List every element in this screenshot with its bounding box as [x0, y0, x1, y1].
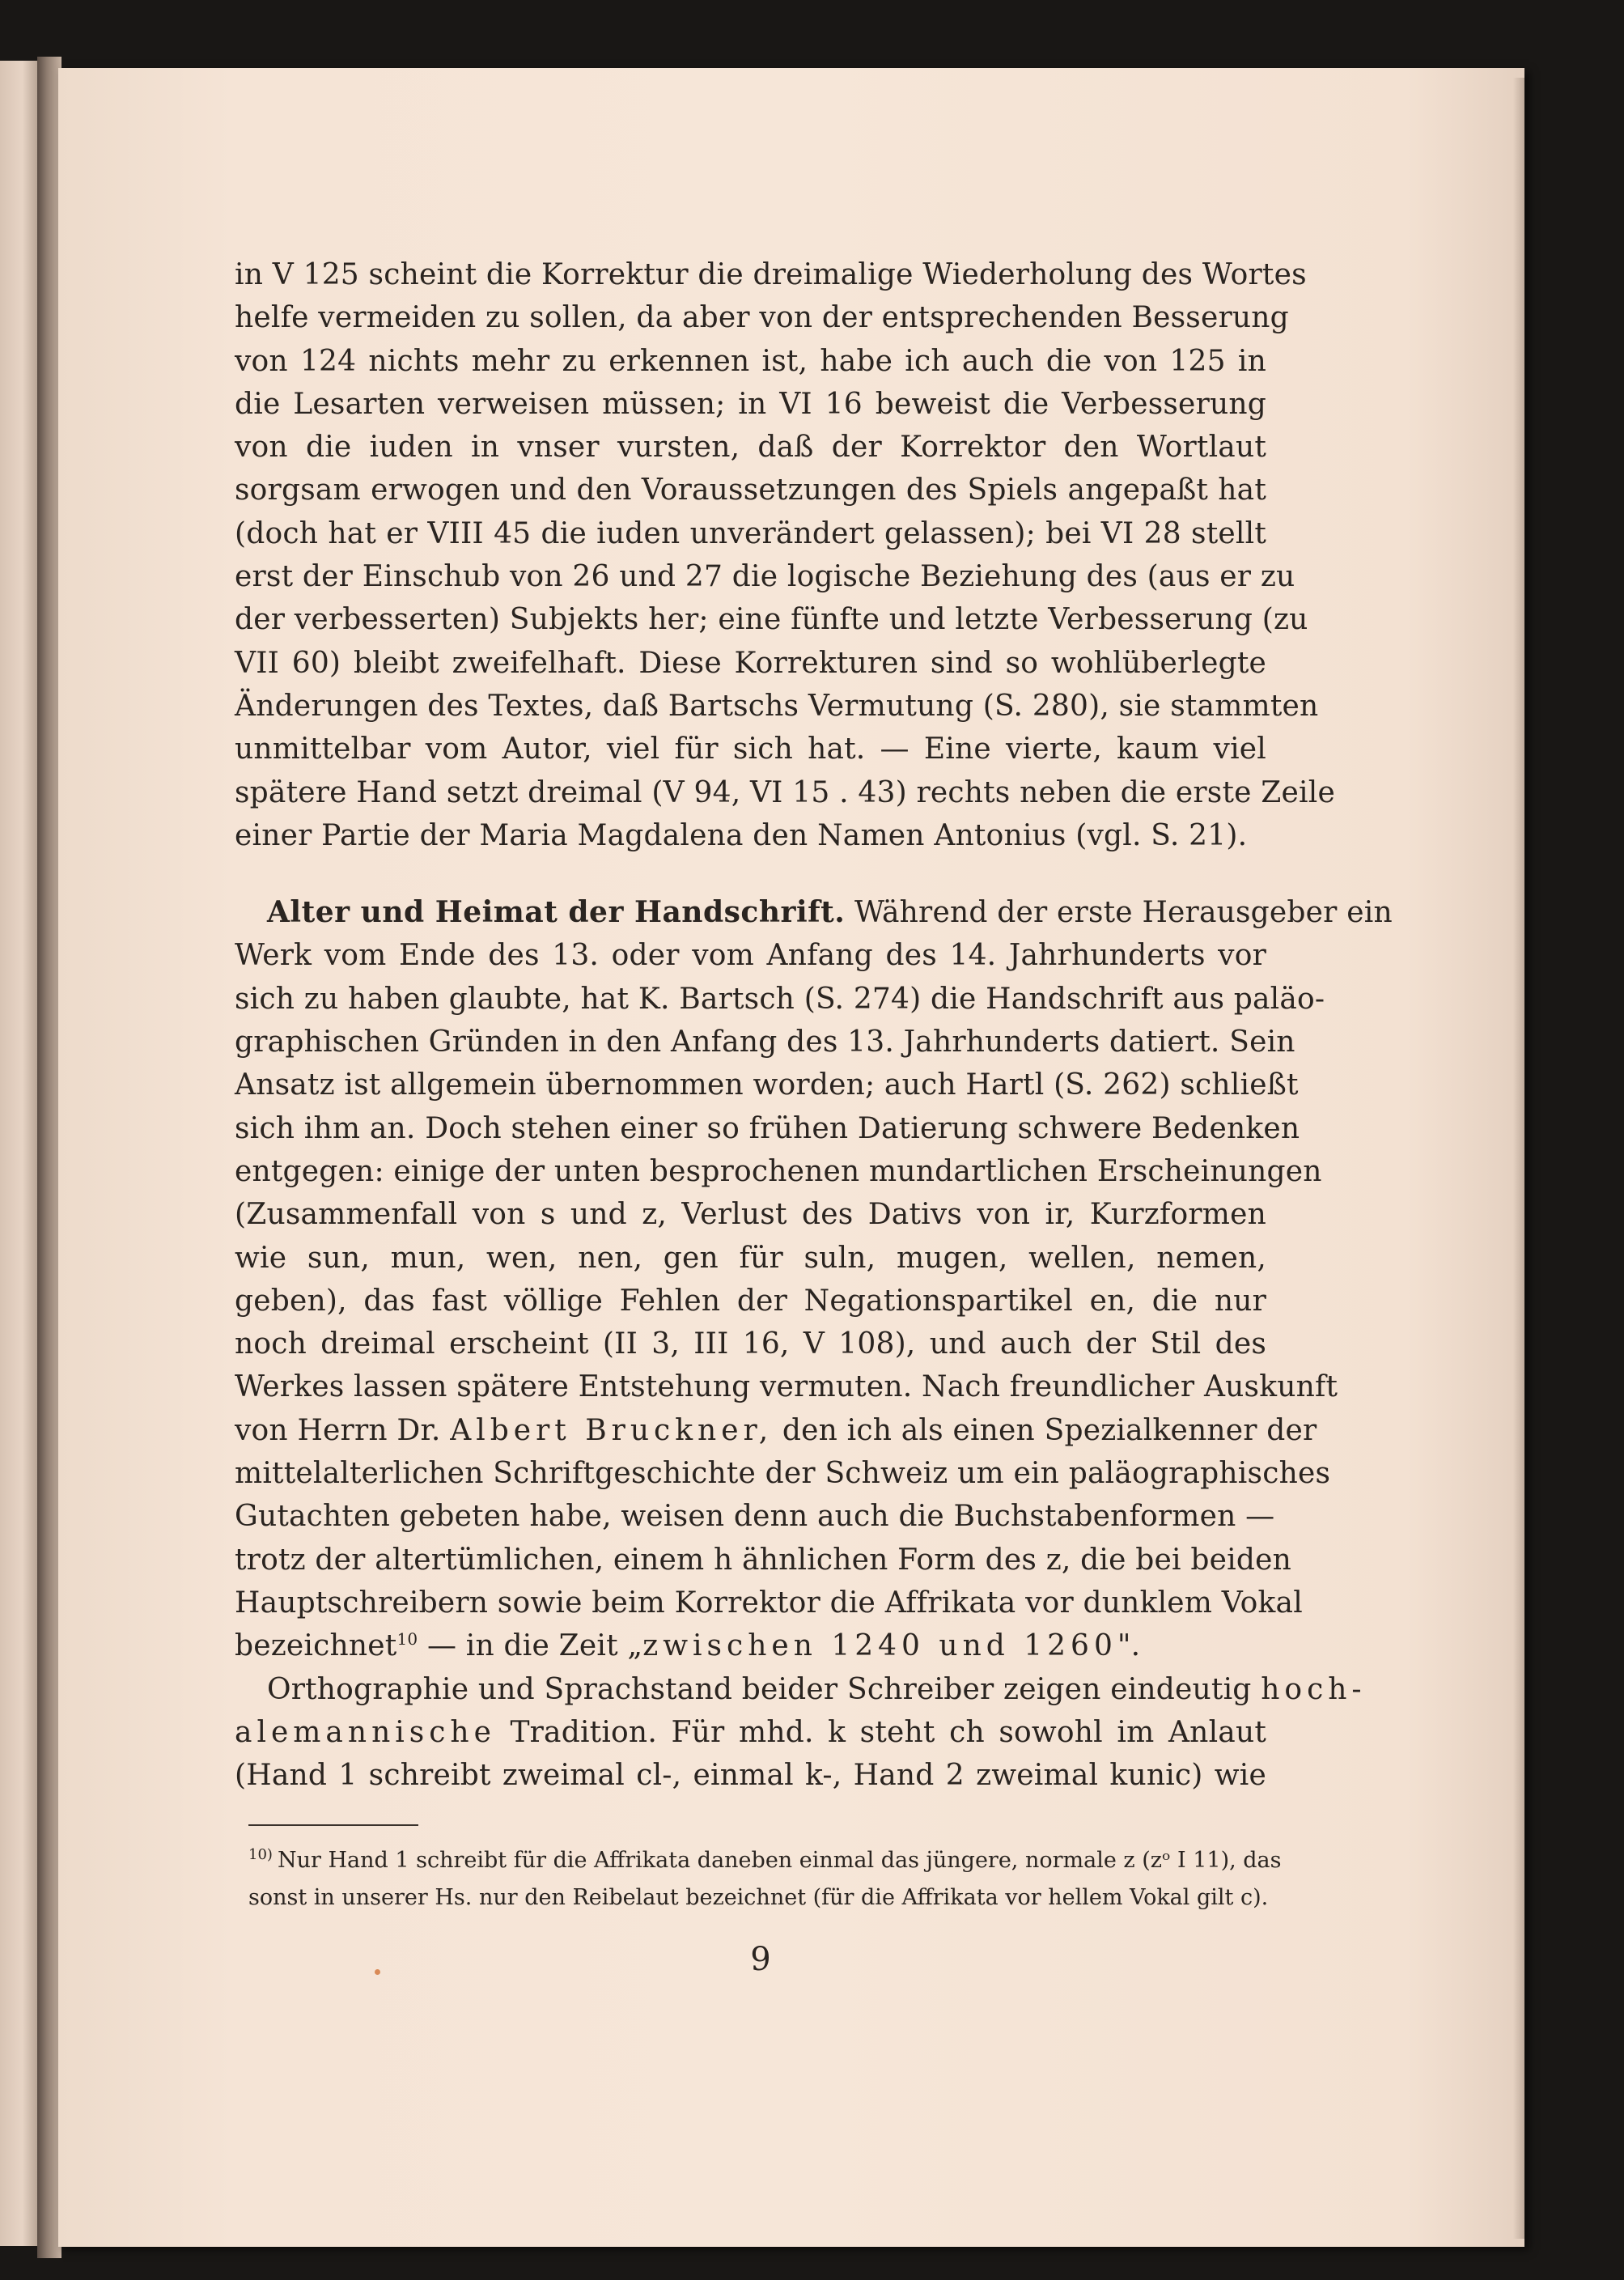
footnote-rule — [248, 1824, 418, 1826]
text-line: mittelalterlichen Schriftgeschichte der Schweiz um ein paläographisches — [235, 1457, 1331, 1491]
text-fragment: den ich als einen Spezialkenner der — [782, 1413, 1317, 1447]
text-line: Werkes lassen spätere Entstehung vermuten. Nach freundlicher Auskunft — [235, 1370, 1338, 1404]
text-line: VII 60) bleibt zweifelhaft. Diese Korrekturen sind so wohlüberlegte — [235, 646, 1266, 680]
text-line: der verbesserten) Subjekts her; eine fünfte und letzte Verbesserung (zu — [235, 603, 1308, 637]
main-text — [235, 253, 1393, 1797]
paragraph-gap — [235, 857, 1266, 891]
text-line — [235, 891, 1393, 934]
text-line: sorgsam erwogen und den Voraussetzungen des Spiels angepaßt hat — [235, 473, 1266, 507]
text-line: graphischen Gründen in den Anfang des 13. Jahrhunderts datiert. Sein — [235, 1025, 1295, 1059]
page-shadow-edge — [1513, 78, 1524, 2239]
footnote-marker: 10) — [248, 1846, 273, 1863]
text-line — [235, 1624, 1266, 1667]
text-line: Hauptschreibern sowie beim Korrektor die Affrikata vor dunklem Vokal — [235, 1586, 1303, 1620]
spaced-word: alemannische — [235, 1715, 496, 1749]
text-line: die Lesarten verweisen müssen; in VI 16 beweist die Verbesserung — [235, 387, 1266, 421]
text-line: entgegen: einige der unten besprochenen mundartlichen Erscheinungen — [235, 1154, 1322, 1188]
text-line: (doch hat er VIII 45 die iuden unverändert gelassen); bei VI 28 stellt — [235, 516, 1266, 550]
text-fragment: ". — [1117, 1629, 1141, 1663]
footnote-line: sonst in unserer Hs. nur den Reibelaut bezeichnet (für die Affrikata vor hellem Vokal gilt c). — [248, 1885, 1269, 1910]
text-line — [235, 1409, 1317, 1452]
text-line: spätere Hand setzt dreimal (V 94, VI 15 . 43) rechts neben die erste Zeile — [235, 775, 1335, 809]
text-line: noch dreimal erscheint (II 3, III 16, V 108), und auch der Stil des — [235, 1327, 1266, 1361]
spaced-date-range: zwischen 1240 und 1260 — [642, 1629, 1117, 1663]
text-line: sich zu haben glaubte, hat K. Bartsch (S. 274) die Handschrift aus paläo- — [235, 982, 1325, 1016]
text-fragment: von Herrn Dr. — [235, 1413, 441, 1447]
text-line: Ansatz ist allgemein übernommen worden; auch Hartl (S. 262) schließt — [235, 1068, 1299, 1102]
facing-page-edge — [0, 61, 37, 2246]
text-line: Gutachten gebeten habe, weisen denn auch die Buchstabenformen — — [235, 1500, 1275, 1534]
spaced-word: hoch- — [1261, 1672, 1367, 1706]
text-line — [235, 1711, 1266, 1754]
text-line: von 124 nichts mehr zu erkennen ist, habe ich auch die von 125 in — [235, 344, 1266, 378]
text-fragment: — in die Zeit „ — [426, 1629, 643, 1663]
text-line: Werk vom Ende des 13. oder vom Anfang des 14. Jahrhunderts vor — [235, 939, 1266, 973]
text-fragment: Tradition. Für mhd. k steht ch sowohl im Anlaut — [510, 1715, 1266, 1749]
text-line: (Zusammenfall von s und z, Verlust des Dativs von ir, Kurzformen — [235, 1198, 1266, 1232]
text-line: (Hand 1 schreibt zweimal cl-, einmal k-, Hand 2 zweimal kunic) wie — [235, 1759, 1266, 1793]
text-fragment: Während der erste Herausgeber ein — [854, 896, 1393, 930]
text-line: wie sun, mun, wen, nen, gen für suln, mugen, wellen, nemen, — [235, 1241, 1266, 1275]
text-line: in V 125 scheint die Korrektur die dreimalige Wiederholung des Wortes — [235, 258, 1307, 291]
text-line: Änderungen des Textes, daß Bartschs Vermutung (S. 280), sie stammten — [235, 689, 1319, 723]
footnote — [248, 1842, 1282, 1917]
section-heading: Alter und Heimat der Handschrift. — [267, 895, 846, 930]
spaced-name: Albert Bruckner, — [450, 1413, 774, 1447]
footnote-line — [248, 1842, 1282, 1879]
text-fragment: bezeichnet — [235, 1629, 397, 1663]
text-line: sich ihm an. Doch stehen einer so frühen Datierung schwere Bedenken — [235, 1111, 1300, 1145]
text-line: helfe vermeiden zu sollen, da aber von der entsprechenden Besserung — [235, 301, 1289, 335]
footnote-reference[interactable]: 10 — [396, 1629, 418, 1649]
text-line: einer Partie der Maria Magdalena den Namen Antonius (vgl. S. 21). — [235, 818, 1248, 852]
paper-speck — [375, 1969, 380, 1975]
paragraph-orthography — [235, 1668, 1367, 1798]
text-line: erst der Einschub von 26 und 27 die logische Beziehung des (aus er zu — [235, 560, 1295, 594]
text-line: trotz der altertümlichen, einem h ähnlichen Form des z, die bei beiden — [235, 1543, 1291, 1577]
text-line — [235, 1668, 1367, 1711]
page-number: 9 — [750, 1941, 771, 1978]
text-line: geben), das fast völlige Fehlen der Negationspartikel en, die nur — [235, 1284, 1266, 1318]
text-fragment: Nur Hand 1 schreibt für die Affrikata daneben einmal das jüngere, normale z (zᵒ I 11), das — [277, 1848, 1282, 1873]
text-line: unmittelbar vom Autor, viel für sich hat. — Eine vierte, kaum viel — [235, 732, 1266, 766]
paragraph-age-origin — [235, 891, 1393, 1667]
text-fragment: Orthographie und Sprachstand beider Schreiber zeigen eindeutig — [267, 1672, 1252, 1706]
paragraph-corrections — [235, 253, 1335, 857]
text-line: von die iuden in vnser vursten, daß der Korrektor den Wortlaut — [235, 431, 1266, 465]
